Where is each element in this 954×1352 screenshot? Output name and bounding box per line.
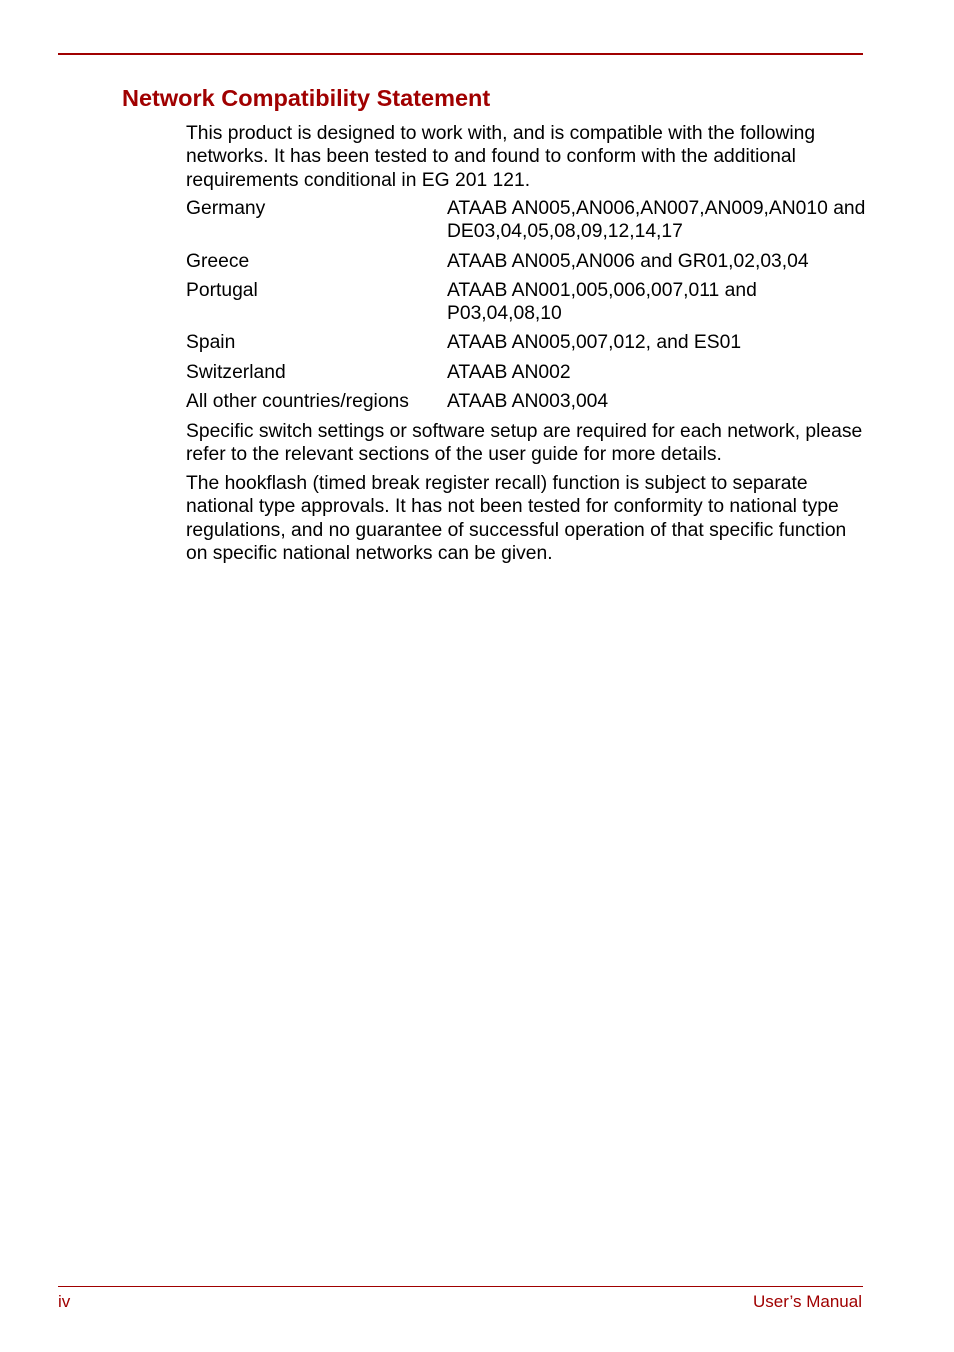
country-cell: Greece — [186, 250, 250, 272]
intro-paragraph: This product is designed to work with, and is compatible with the following networks. It has been tested to and found to conform with the additional requirements conditional in EG 201 121. — [186, 123, 816, 191]
country-cell: Germany — [186, 198, 266, 219]
country-cell: All other countries/regions — [186, 391, 409, 413]
table-row — [186, 250, 866, 279]
country-cell: Portugal — [186, 279, 258, 301]
hookflash-paragraph: The hookflash (timed break register recall) function is subject to separate national type approvals. It has not been tested for conformity to national type regulations, and no guarantee of successful operation of that specific function on specific national networks can be given. — [186, 473, 847, 564]
table-row — [186, 279, 866, 332]
table-row — [186, 361, 866, 390]
standards-cell: ATAAB AN005,AN006 and GR01,02,03,04 — [447, 250, 809, 272]
footer-rule — [58, 1286, 863, 1287]
standards-cell: ATAAB AN001,005,006,007,011 and P03,04,08,10 — [447, 279, 757, 325]
country-cell: Spain — [186, 332, 236, 354]
standards-cell: ATAAB AN005,007,012, and ES01 — [447, 332, 742, 354]
standards-cell: ATAAB AN005,AN006,AN007,AN009,AN010 and DE03,04,05,08,09,12,14,17 — [447, 198, 866, 243]
standards-cell: ATAAB AN002 — [447, 361, 571, 383]
standards-cell: ATAAB AN003,004 — [447, 391, 609, 413]
table-row — [186, 197, 866, 250]
country-cell: Switzerland — [186, 361, 286, 383]
manual-title: User’s Manual — [753, 1292, 862, 1311]
page-number: iv — [58, 1292, 71, 1311]
table-row — [186, 331, 866, 360]
network-table — [186, 197, 866, 419]
header-rule — [58, 53, 863, 55]
section-heading: Network Compatibility Statement — [122, 85, 491, 111]
table-row — [186, 390, 866, 419]
switch-settings-paragraph: Specific switch settings or software setup are required for each network, please refer to the relevant sections of the user guide for more details. — [186, 421, 863, 466]
